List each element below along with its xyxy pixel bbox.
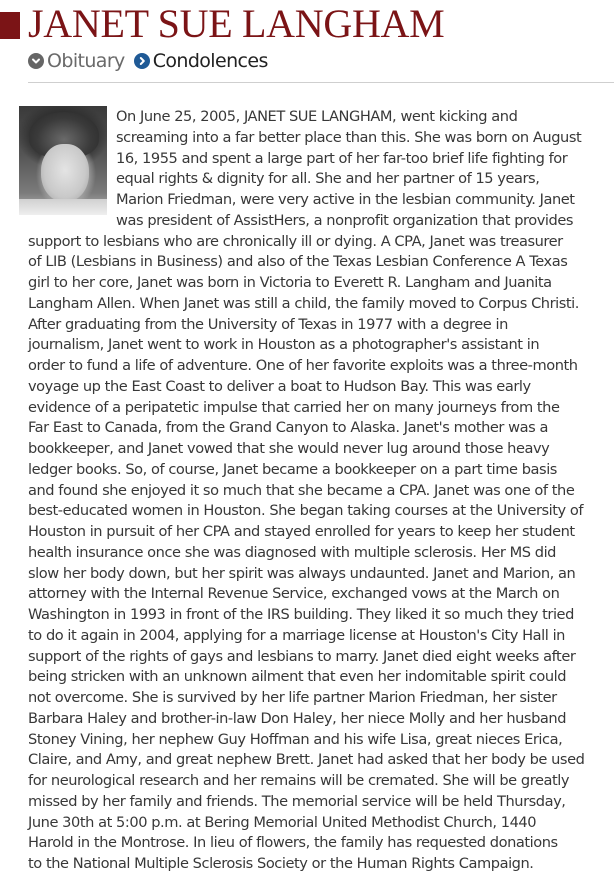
obituary-line: being stricken with an unknown ailment that even her indomitable spirit could bbox=[28, 668, 567, 686]
obituary-line: for neurological research and her remains will be cremated. She will be greatly bbox=[28, 772, 570, 789]
obituary-line: June 30th at 5:00 p.m. at Bering Memorial United Methodist Church, 1440 bbox=[28, 813, 537, 831]
obituary-line: Harold in the Montrose. In lieu of flowers, the family has requested donations bbox=[28, 834, 558, 852]
chevron-down-circle-icon bbox=[28, 53, 44, 69]
obituary-line: bookkeeper, and Janet vowed that she would never lug around those heavy bbox=[28, 440, 550, 457]
chevron-right-circle-icon bbox=[134, 53, 150, 69]
obituary-line: Far East to Canada, from the Grand Canyon to Alaska. Janet's mother was a bbox=[28, 419, 548, 437]
obituary-line: missed by her family and friends. The memorial service will be held Thursday, bbox=[28, 792, 566, 810]
obituary-line: screaming into a far better place than this. She was born on August bbox=[116, 128, 582, 146]
portrait-photo bbox=[19, 106, 107, 215]
photo-collar bbox=[19, 199, 107, 215]
obituary-line: evidence of a peripatetic impulse that carried her on many journeys from the bbox=[28, 398, 560, 416]
obituary-line: After graduating from the University of Texas in 1977 with a degree in bbox=[28, 315, 508, 333]
obituary-line: voyage up the East Coast to deliver a boat to Hudson Bay. This was early bbox=[28, 377, 531, 395]
obituary-line: to the National Multiple Sclerosis Society or the Human Rights Campaign. bbox=[28, 855, 534, 872]
obituary-tabs bbox=[28, 49, 268, 73]
header-divider bbox=[28, 82, 614, 83]
obituary-line: Langham Allen. When Janet was still a child, the family moved to Corpus Christi. bbox=[28, 294, 579, 312]
tab-obituary-label: Obituary bbox=[47, 50, 125, 72]
obituary-line: Marion Friedman, were very active in the lesbian community. Janet bbox=[116, 191, 575, 208]
obituary-line: and found she enjoyed it so much that she became a CPA. Janet was one of the bbox=[28, 481, 575, 499]
tab-condolences-label: Condolences bbox=[152, 50, 268, 72]
obituary-line: support of the rights of gays and lesbians to marry. Janet died eight weeks after bbox=[28, 647, 576, 665]
obituary-line: girl to her core, Janet was born in Victoria to Everett R. Langham and Juanita bbox=[28, 274, 552, 291]
obituary-line: Stoney Vining, her nephew Guy Hoffman and his wife Lisa, great nieces Erica, bbox=[28, 730, 563, 748]
obituary-line: was president of AssistHers, a nonprofit organization that provides bbox=[116, 211, 574, 229]
obituary-line: equal rights & dignity for all. She and her partner of 15 years, bbox=[116, 170, 540, 188]
page-title: JANET SUE LANGHAM bbox=[28, 1, 445, 46]
obituary-line: slow her body down, but her spirit was always undaunted. Janet and Marion, an bbox=[28, 564, 576, 582]
obituary-line: attorney with the Internal Revenue Service, exchanged vows at the March on bbox=[28, 585, 560, 603]
title-accent-block bbox=[0, 12, 20, 39]
obituary-line: to do it again in 2004, applying for a marriage license at Houston's City Hall in bbox=[28, 626, 565, 644]
obituary-line: Houston in pursuit of her CPA and stayed enrolled for years to keep her student bbox=[28, 523, 575, 540]
obituary-line: journalism, Janet went to work in Houston as a photographer's assistant in bbox=[28, 336, 540, 354]
obituary-line: not overcome. She is survived by her life partner Marion Friedman, her sister bbox=[28, 689, 557, 706]
tab-condolences[interactable] bbox=[134, 50, 268, 72]
obituary-line: Barbara Haley and brother-in-law Don Haley, her niece Molly and her husband bbox=[28, 709, 567, 727]
obituary-line: of LIB (Lesbians in Business) and also of the Texas Lesbian Conference A Texas bbox=[28, 253, 568, 271]
photo-face bbox=[41, 144, 89, 202]
obituary-line: ledger books. So, of course, Janet became a bookkeeper on a part time basis bbox=[28, 460, 557, 478]
obituary-line: Washington in 1993 in front of the IRS building. They liked it so much they tried bbox=[28, 606, 574, 623]
obituary-line: best-educated women in Houston. She began taking courses at the University of bbox=[28, 502, 584, 520]
obituary-line: On June 25, 2005, JANET SUE LANGHAM, went kicking and bbox=[116, 108, 518, 125]
obituary-line: 16, 1955 and spent a large part of her far-too brief life fighting for bbox=[116, 149, 568, 167]
obituary-line: Claire, and Amy, and great nephew Brett. Janet had asked that her body be used bbox=[28, 751, 585, 769]
obituary-line: order to fund a life of adventure. One of her favorite exploits was a three-month bbox=[28, 357, 578, 374]
obituary-line: health insurance once she was diagnosed with multiple sclerosis. Her MS did bbox=[28, 543, 556, 561]
obituary-line: support to lesbians who are chronically ill or dying. A CPA, Janet was treasurer bbox=[28, 232, 563, 250]
tab-obituary[interactable] bbox=[28, 50, 125, 72]
